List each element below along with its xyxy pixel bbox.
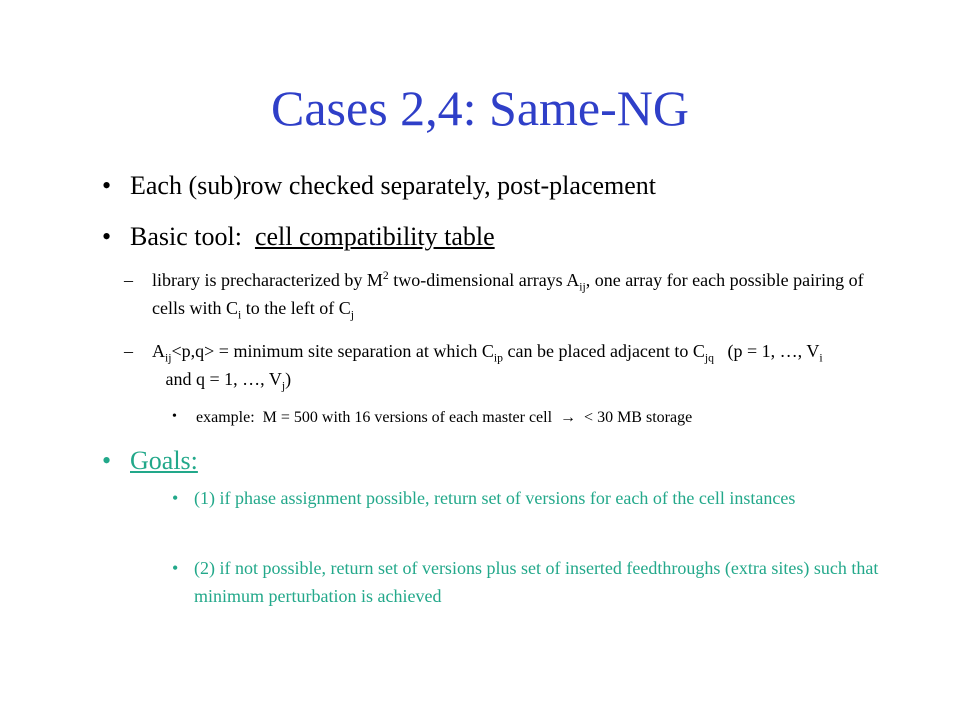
bullet-icon: •: [172, 558, 179, 578]
text-run: example: M = 500 with 16 versions of each master cell: [196, 409, 561, 426]
goals-heading: Goals:: [130, 446, 198, 475]
bullet-text: Each (sub)row checked separately, post-placement: [130, 171, 657, 200]
subscript: j: [350, 308, 354, 322]
bullet-icon: •: [172, 488, 179, 508]
goal-item-2: [172, 555, 902, 611]
goal-item-1: [172, 485, 902, 513]
subscript: i: [238, 308, 242, 322]
sub-bullet-text: [152, 267, 884, 323]
right-arrow-icon: →: [560, 409, 577, 426]
dash-icon: –: [124, 270, 133, 290]
example-text: [196, 406, 902, 431]
text-run: (p = 1, …, V: [714, 341, 820, 361]
subscript: ip: [493, 351, 504, 365]
bullet-icon: •: [172, 409, 177, 424]
subscript: ij: [165, 351, 172, 365]
text-run: and q = 1, …, V: [152, 368, 282, 389]
text-run: library is precharacterized by M: [152, 270, 383, 290]
goal-text: (1) if phase assignment possible, return set of versions for each of the cell instances: [194, 488, 796, 508]
text-run: <p,q> = minimum site separation at which C: [171, 341, 494, 361]
text-run: two-dimensional arrays A: [388, 270, 580, 290]
sub-bullet-min-separation: [124, 338, 884, 394]
subscript: ij: [579, 280, 586, 294]
text-run: A: [152, 341, 165, 361]
subscript: jq: [704, 351, 715, 365]
subscript: j: [281, 379, 286, 393]
example-item: [172, 406, 902, 431]
bullet-text: [130, 221, 495, 252]
slide-title: Cases 2,4: Same-NG: [271, 80, 689, 136]
text-run: can be placed adjacent to C: [503, 341, 705, 361]
text-run: to the left of C: [241, 297, 351, 318]
subscript: i: [819, 351, 823, 365]
dash-icon: –: [124, 341, 133, 361]
text-run: < 30 MB storage: [576, 409, 693, 426]
basic-tool-prefix: Basic tool:: [130, 222, 255, 251]
bullet-icon: •: [102, 446, 112, 475]
text-run: , one array for each possible pairing of cells with C: [152, 270, 864, 318]
goal-text: (2) if not possible, return set of versions plus set of inserted feedthroughs (extra sites) such that minimum perturbation is achieved: [194, 558, 879, 606]
bullet-icon: •: [102, 222, 112, 251]
compatibility-table-term: cell compatibility table: [254, 222, 495, 251]
bullet-icon: •: [102, 171, 112, 200]
sub-bullet-text: [152, 338, 884, 394]
superscript: 2: [382, 269, 389, 282]
text-run: ): [285, 368, 292, 389]
sub-bullet-precharacterized: [124, 267, 884, 323]
